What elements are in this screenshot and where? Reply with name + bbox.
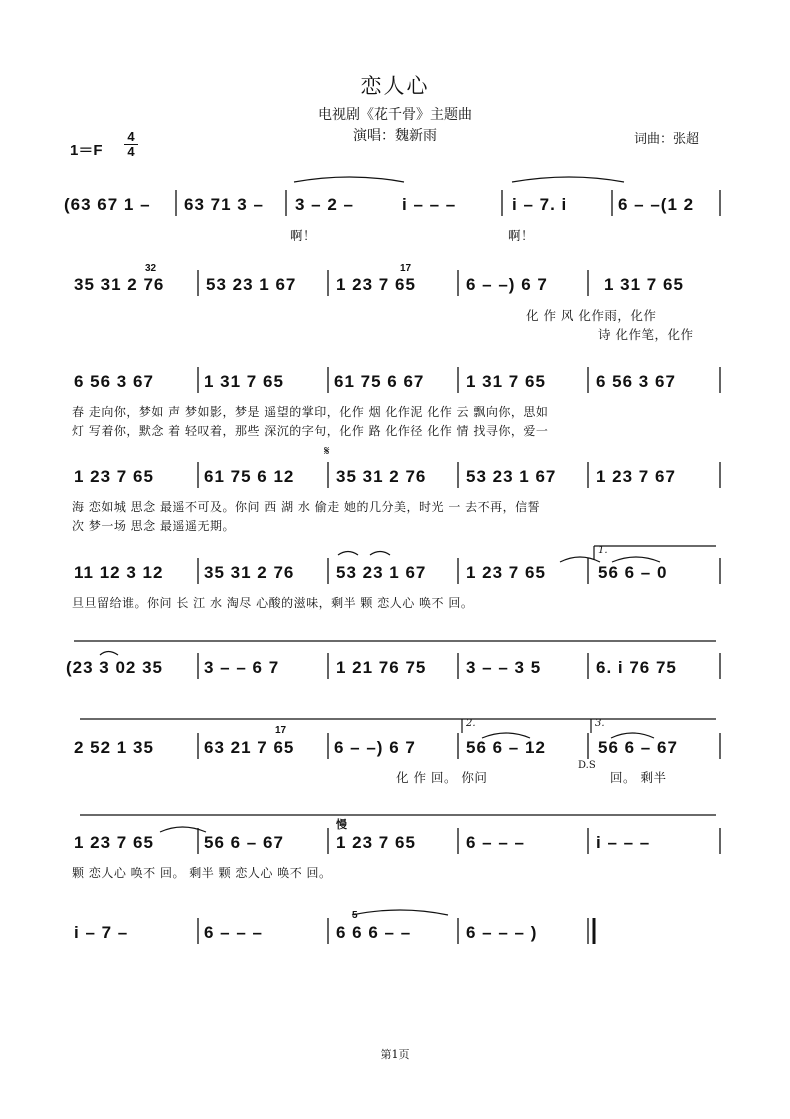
lyric-s7-b: 回。 剩半 — [610, 770, 667, 785]
notes-s5-m2: 35 31 2 76 — [204, 563, 295, 582]
notes-s4-m5: 1 23 7 67 — [596, 467, 676, 486]
notes-s3-m4: 1 31 7 65 — [466, 372, 546, 391]
notes-s4-m1: 1 23 7 65 — [74, 467, 154, 486]
tie-6 — [612, 557, 660, 562]
notes-s7-m4: 56 6 – 12 — [466, 738, 546, 757]
lyric-s4-a: 海 恋如城 思念 最遥不可及。你问 西 湖 水 偷走 她的几分美，时光 一 去不再，信誓 — [72, 500, 541, 514]
notes-s5-m5: 56 6 – 0 — [598, 563, 668, 582]
grace-17: 17 — [400, 263, 412, 274]
notes-s3-m1: 6 56 3 67 — [74, 372, 154, 391]
notes-s1-m3: 3 – 2 – — [295, 195, 354, 214]
tie-3 — [338, 552, 358, 556]
lyric-s3-b: 灯 写着你，默念 着 轻叹着，那些 深沉的字句，化作 路 化作径 化作 情 找寻你，爱一 — [72, 424, 549, 438]
notes-s2-m4: 6 – –) 6 7 — [466, 275, 548, 294]
time-sig-top: 4 — [124, 130, 138, 145]
lyric-s2-a: 化 作 风 化作雨，化作 — [526, 308, 657, 323]
notes-s7-m2: 63 21 7 65 — [204, 738, 295, 757]
tie-11 — [352, 910, 448, 915]
tie-7 — [100, 652, 118, 656]
notes-s6-m1: (23 3 02 35 — [66, 658, 164, 677]
segno-mark: 𝄋 — [324, 444, 330, 459]
notes-s5-m4: 1 23 7 65 — [466, 563, 546, 582]
song-subtitle: 电视剧《花千骨》主题曲 — [318, 107, 472, 123]
notes-s8-m4: 6 – – – — [466, 833, 525, 852]
grace-32: 32 — [145, 263, 157, 274]
singer-credit: 演唱：魏新雨 — [353, 128, 437, 144]
tempo-slow: 慢 — [336, 818, 347, 831]
grace-17-b: 17 — [275, 725, 287, 736]
notes-s3-m5: 6 56 3 67 — [596, 372, 676, 391]
notes-s4-m4: 53 23 1 67 — [466, 467, 557, 486]
page-number: 第1页 — [380, 1048, 410, 1061]
song-title: 恋人心 — [360, 74, 430, 98]
lyric-s5-a: 旦旦留给谁。你问 长 江 水 淘尽 心酸的滋味，剩半 颗 恋人心 唤不 回。 — [72, 596, 474, 610]
notes-s9-m1: i – 7 – — [74, 923, 129, 942]
notes-s8-m5: i – – – — [596, 833, 651, 852]
notes-s2-m1: 35 31 2 76 — [74, 275, 165, 294]
volta-2: 2. — [466, 718, 476, 729]
notes-s6-m4: 3 – – 3 5 — [466, 658, 542, 677]
volta-1: 1. — [598, 545, 608, 556]
lyric-s3-a: 春 走向你，梦如 声 梦如影，梦是 遥望的掌印，化作 烟 化作泥 化作 云 飘向你，思如 — [72, 405, 549, 419]
lyric-s4-b: 次 梦一场 思念 最遥遥无期。 — [72, 519, 235, 533]
lyric-s7-a: 化 作 回。 你问 — [396, 770, 488, 785]
notes-s9-m3: 6 6 6 – – — [336, 923, 412, 942]
notes-s7-m1: 2 52 1 35 — [74, 738, 154, 757]
notes-s6-m5: 6. i 76 75 — [596, 658, 677, 677]
notes-s9-m2: 6 – – – — [204, 923, 263, 942]
tie-10 — [160, 827, 206, 832]
notes-s2-m5: 1 31 7 65 — [604, 275, 684, 294]
notes-s1-m6: 6 – –(1 2 — [618, 195, 695, 214]
volta-3: 3. — [595, 718, 605, 729]
notes-s3-m3: 61 75 6 67 — [334, 372, 425, 391]
notes-s5-m3: 53 23 1 67 — [336, 563, 427, 582]
author-credit: 词曲：张超 — [634, 132, 700, 147]
notes-s8-m3: 1 23 7 65 — [336, 833, 416, 852]
notes-s5-m1: 11 12 3 12 — [74, 563, 164, 582]
ds-mark: D.S — [578, 760, 596, 771]
notes-s1-m1: (63 67 1 – — [64, 195, 151, 214]
notes-s6-m3: 1 21 76 75 — [336, 658, 427, 677]
notes-s2-m3: 1 23 7 65 — [336, 275, 416, 294]
notes-s1-m5: i – 7. i — [512, 195, 568, 214]
notes-s6-m2: 3 – – 6 7 — [204, 658, 280, 677]
notes-s1-m4: i – – – — [402, 195, 457, 214]
notes-s2-m2: 53 23 1 67 — [206, 275, 297, 294]
notes-s4-m3: 35 31 2 76 — [336, 467, 427, 486]
notes-s9-m4: 6 – – – ) — [466, 923, 538, 942]
notes-s7-m5: 56 6 – 67 — [598, 738, 678, 757]
lyric-s1-a: 啊！ — [290, 228, 317, 243]
notes-s3-m2: 1 31 7 65 — [204, 372, 284, 391]
key-signature: 1＝F — [70, 142, 103, 159]
tie-2 — [512, 177, 624, 182]
grace-5: 5 — [352, 910, 358, 921]
time-sig-bottom: 4 — [127, 144, 135, 159]
notes-s8-m2: 56 6 – 67 — [204, 833, 284, 852]
notes-s7-m3: 6 – –) 6 7 — [334, 738, 416, 757]
tie-1 — [294, 177, 404, 182]
lyric-s1-b: 啊！ — [508, 228, 535, 243]
lyric-s8-a: 颗 恋人心 唤不 回。 剩半 颗 恋人心 唤不 回。 — [72, 866, 332, 880]
tie-4 — [370, 552, 390, 556]
notes-s1-m2: 63 71 3 – — [184, 195, 264, 214]
lyric-s2-b: 诗 化作笔，化作 — [598, 327, 694, 342]
notes-s4-m2: 61 75 6 12 — [204, 467, 295, 486]
notes-s8-m1: 1 23 7 65 — [74, 833, 154, 852]
